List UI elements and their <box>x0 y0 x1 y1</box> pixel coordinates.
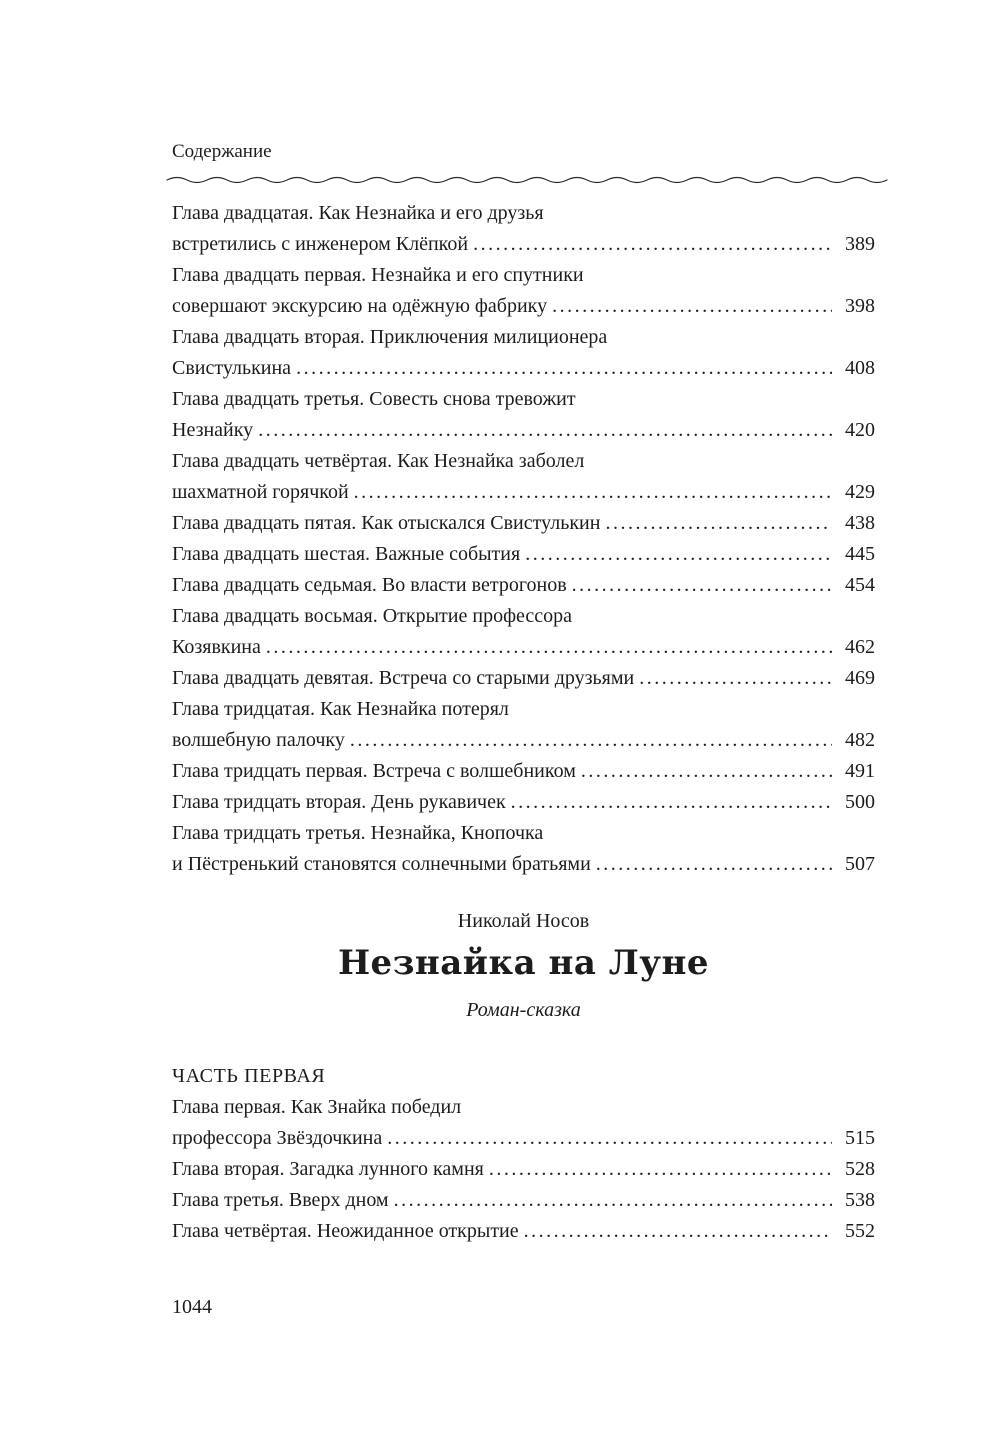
toc-line <box>172 601 875 632</box>
chapter-page-number: 507 <box>845 853 875 875</box>
chapter-page-number: 552 <box>845 1220 875 1242</box>
dot-leader <box>581 756 832 787</box>
toc-entry <box>172 508 875 539</box>
dot-leader <box>572 570 832 601</box>
wavy-divider <box>166 173 888 185</box>
dot-leader <box>350 725 832 756</box>
dot-leader <box>596 849 832 880</box>
toc-line <box>172 570 875 601</box>
book-title-block <box>172 907 875 1024</box>
chapter-page-number: 398 <box>845 295 875 317</box>
toc-line <box>172 849 875 880</box>
toc-line <box>172 446 875 477</box>
toc-line <box>172 229 875 260</box>
toc-line <box>172 1154 875 1185</box>
chapter-title: Глава двадцать восьмая. Открытие профессора <box>172 605 573 627</box>
toc-entry <box>172 756 875 787</box>
dot-leader <box>258 415 832 446</box>
chapter-title: волшебную палочку <box>172 729 345 751</box>
dot-leader <box>387 1123 832 1154</box>
toc-line <box>172 787 875 818</box>
running-header: Содержание <box>172 141 272 162</box>
chapter-title: Глава двадцатая. Как Незнайка и его друзья <box>172 202 544 224</box>
chapter-title: профессора Звёздочкина <box>172 1127 383 1149</box>
chapter-page-number: 438 <box>845 512 875 534</box>
toc-line <box>172 539 875 570</box>
chapter-page-number: 454 <box>845 574 875 596</box>
toc-entry <box>172 384 875 446</box>
chapter-title: Глава тридцать третья. Незнайка, Кнопочка <box>172 822 544 844</box>
toc-entry <box>172 694 875 756</box>
toc-line <box>172 663 875 694</box>
dot-leader <box>394 1185 832 1216</box>
dot-leader <box>605 508 832 539</box>
chapter-title: Козявкина <box>172 636 261 658</box>
toc-line <box>172 1092 875 1123</box>
chapter-title: Глава двадцать девятая. Встреча со старыми друзьями <box>172 667 635 689</box>
toc-line <box>172 632 875 663</box>
chapter-page-number: 469 <box>845 667 875 689</box>
chapter-title: Глава двадцать четвёртая. Как Незнайка заболел <box>172 450 585 472</box>
chapter-title: Глава вторая. Загадка лунного камня <box>172 1158 484 1180</box>
chapter-page-number: 445 <box>845 543 875 565</box>
toc-line <box>172 694 875 725</box>
toc-line <box>172 353 875 384</box>
chapter-title: Свистулькина <box>172 357 292 379</box>
toc-line <box>172 477 875 508</box>
toc-entry <box>172 260 875 322</box>
toc-entry <box>172 1185 875 1216</box>
toc-line <box>172 415 875 446</box>
toc-entry <box>172 818 875 880</box>
toc-line <box>172 260 875 291</box>
chapter-page-number: 482 <box>845 729 875 751</box>
chapter-title: совершают экскурсию на одёжную фабрику <box>172 295 548 317</box>
chapter-page-number: 462 <box>845 636 875 658</box>
chapter-page-number: 515 <box>845 1127 875 1149</box>
toc-line <box>172 508 875 539</box>
dot-leader <box>511 787 832 818</box>
toc-entry <box>172 601 875 663</box>
chapter-page-number: 389 <box>845 233 875 255</box>
chapter-title: Глава третья. Вверх дном <box>172 1189 389 1211</box>
dot-leader <box>524 1216 832 1247</box>
chapter-page-number: 528 <box>845 1158 875 1180</box>
chapter-title: Глава тридцать первая. Встреча с волшебником <box>172 760 576 782</box>
toc-line <box>172 1123 875 1154</box>
dot-leader <box>354 477 832 508</box>
toc-line <box>172 291 875 322</box>
dot-leader <box>296 353 832 384</box>
toc-entry <box>172 1154 875 1185</box>
toc-entry <box>172 787 875 818</box>
toc-entry <box>172 539 875 570</box>
toc-entry <box>172 198 875 260</box>
book-title: Незнайка на Луне <box>337 943 710 983</box>
toc-entry <box>172 1216 875 1247</box>
toc-entry <box>172 1092 875 1154</box>
toc-line <box>172 725 875 756</box>
chapter-title: Глава двадцать третья. Совесть снова тревожит <box>172 388 576 410</box>
chapter-page-number: 500 <box>845 791 875 813</box>
toc-line <box>172 1216 875 1247</box>
chapter-title: Глава двадцать пятая. Как отыскался Свистулькин <box>172 512 601 534</box>
chapter-title: Глава четвёртая. Неожиданное открытие <box>172 1220 519 1242</box>
chapter-title: встретились с инженером Клёпкой <box>172 233 469 255</box>
dot-leader <box>489 1154 832 1185</box>
chapter-page-number: 429 <box>845 481 875 503</box>
toc-entry <box>172 570 875 601</box>
toc-line <box>172 322 875 353</box>
chapter-title: Глава двадцать шестая. Важные события <box>172 543 521 565</box>
chapter-page-number: 538 <box>845 1189 875 1211</box>
toc-main <box>172 198 875 880</box>
dot-leader <box>266 632 832 663</box>
chapter-title: Глава двадцать первая. Незнайка и его спутники <box>172 264 584 286</box>
toc-entry <box>172 663 875 694</box>
toc-part-one <box>172 1092 875 1247</box>
chapter-title: Глава двадцать седьмая. Во власти ветрогонов <box>172 574 567 596</box>
chapter-title: Глава первая. Как Знайка победил <box>172 1096 462 1118</box>
chapter-title: Глава тридцатая. Как Незнайка потерял <box>172 698 509 720</box>
toc-line <box>172 384 875 415</box>
chapter-title: шахматной горячкой <box>172 481 349 503</box>
part-heading: ЧАСТЬ ПЕРВАЯ <box>172 1065 326 1087</box>
book-subtitle: Роман-сказка <box>466 999 581 1021</box>
chapter-page-number: 420 <box>845 419 875 441</box>
toc-line <box>172 818 875 849</box>
chapter-title: Незнайку <box>172 419 254 441</box>
author-name: Николай Носов <box>457 910 590 932</box>
folio-page-number: 1044 <box>172 1296 212 1318</box>
chapter-page-number: 408 <box>845 357 875 379</box>
dot-leader <box>552 291 832 322</box>
toc-line <box>172 756 875 787</box>
toc-line <box>172 1185 875 1216</box>
toc-entry <box>172 322 875 384</box>
toc-entry <box>172 446 875 508</box>
dot-leader <box>525 539 832 570</box>
dot-leader <box>473 229 832 260</box>
toc-line <box>172 198 875 229</box>
dot-leader <box>639 663 832 694</box>
chapter-title: и Пёстренький становятся солнечными братьями <box>172 853 591 875</box>
chapter-page-number: 491 <box>845 760 875 782</box>
chapter-title: Глава двадцать вторая. Приключения милиционера <box>172 326 608 348</box>
chapter-title: Глава тридцать вторая. День рукавичек <box>172 791 506 813</box>
